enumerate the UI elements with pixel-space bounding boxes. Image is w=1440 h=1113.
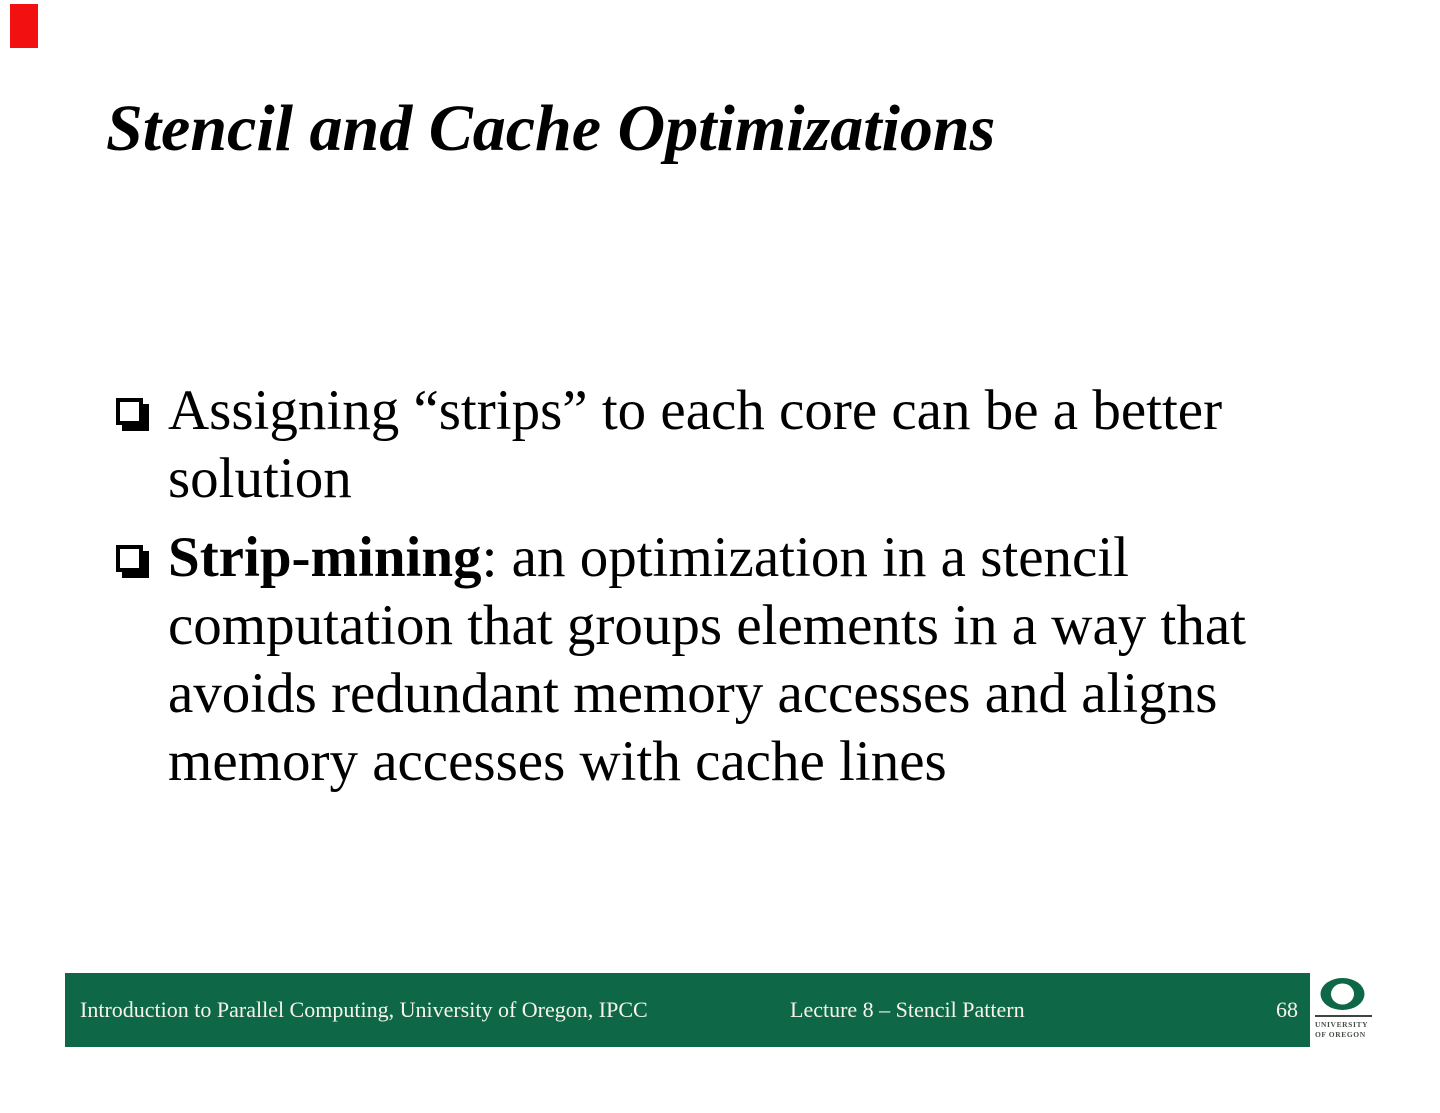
bullet-line: computation that groups elements in a way that bbox=[168, 594, 1246, 657]
slide-title: Stencil and Cache Optimizations bbox=[106, 92, 996, 165]
university-of-oregon-logo bbox=[1315, 977, 1375, 1040]
bullet-line: Assigning “strips” to each core can be a better bbox=[168, 379, 1223, 442]
logo-divider bbox=[1315, 1015, 1372, 1017]
footer-page-number: 68 bbox=[1276, 997, 1298, 1022]
footer-bar bbox=[65, 973, 1310, 1047]
bullet-line: solution bbox=[168, 447, 352, 510]
bullet-line bbox=[168, 524, 1246, 592]
bullet-line: avoids redundant memory accesses and aligns bbox=[168, 662, 1218, 725]
logo-wordmark-line2: OF OREGON bbox=[1315, 1030, 1366, 1039]
bullet-text bbox=[168, 377, 1222, 513]
red-marker-block bbox=[10, 4, 38, 48]
bullet-line: memory accesses with cache lines bbox=[168, 730, 947, 793]
list-item bbox=[116, 377, 1366, 513]
footer-lecture-label: Lecture 8 – Stencil Pattern bbox=[790, 997, 1025, 1022]
bullet-lead-term: Strip-mining bbox=[168, 526, 482, 589]
list-item bbox=[116, 524, 1366, 796]
logo-wordmark-line1: UNIVERSITY bbox=[1315, 1020, 1369, 1029]
bullet-line-rest: : an optimization in a stencil bbox=[481, 526, 1129, 589]
footer-course-label: Introduction to Parallel Computing, University of Oregon, IPCC bbox=[80, 997, 648, 1022]
uo-o-icon bbox=[1319, 977, 1366, 1011]
shadowed-square-bullet-icon bbox=[116, 398, 143, 425]
bullet-list bbox=[116, 377, 1366, 796]
bullet-text bbox=[168, 524, 1246, 796]
shadowed-square-bullet-icon bbox=[116, 545, 143, 572]
